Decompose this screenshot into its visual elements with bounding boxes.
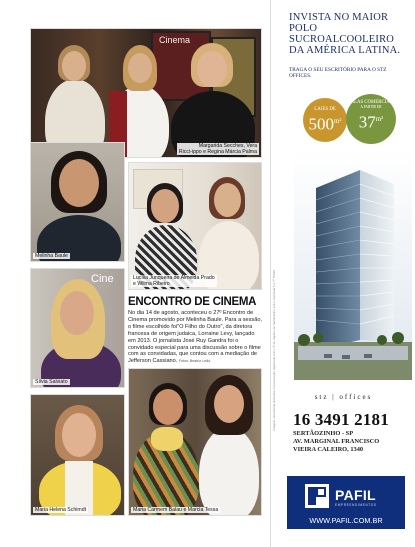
photo-melinha-baule [30, 142, 125, 262]
address-line: AV. MARGINAL FRANCISCO [293, 438, 380, 446]
address-line: VIEIRA CALEIRO, 1340 [293, 446, 364, 454]
article-body [128, 310, 263, 365]
photo-caption: Melinha Baule [35, 253, 68, 259]
ad-legal-text: Imagem meramente ilustrativa. Incorporação registrada sob o nº do registro de Sertãozinho sob a matrícula 6.1.7º 75630 [272, 270, 276, 431]
photo-caption: Maria Carmem Balau e Marcia Tessa [133, 507, 219, 513]
photo-maria-helena [30, 394, 125, 516]
tower-illustration [294, 150, 412, 380]
pafil-tagline: EMPREENDIMENTOS [335, 503, 377, 507]
bubble-salas [346, 94, 396, 144]
ad-subheadline: TRAGA O SEU ESCRITÓRIO PARA O STZ OFFICES. [289, 67, 387, 80]
article-text: No dia 14 de agosto, aconteceu o 27º Encontro de Cinema promovido por Melinha Baule. Para a sessão, o filme escolhido foi"O Filho do Outro", da diretora francesa de origem judaica, Lorraine Levy, lançado em 2013. O jornalista José Ruy Gandra foi o convidado especial para uma discussão sobre o filme com as convidadas, que contou com a mediação de Jefferson Cassiano. [128, 310, 263, 365]
ad-headline: INVISTA NO MAIOR POLO SUCROALCOOLEIRO DA AMÉRICA LATINA. [289, 12, 401, 56]
bubble-salas-sub: A PARTIR DE [360, 105, 382, 110]
building-rendering [294, 150, 412, 380]
stz-offices-logo: stz | offices [314, 393, 373, 401]
advertisement-stz-offices[interactable] [270, 0, 415, 547]
bubble-lajes [303, 98, 347, 142]
person-figure [199, 427, 259, 516]
ad-phone-number[interactable]: 16 3491 2181 [293, 410, 389, 429]
bubble-lajes-value: $500^{m^2}$ [308, 114, 342, 134]
photo-caption: Maria Helena Schimdt [35, 507, 87, 513]
pafil-banner[interactable] [287, 476, 405, 529]
photo-maria-carmem-marcia [128, 368, 262, 516]
photo-caption: Margarida Secches, Vera Ricci-ippo e Regina Márcia Palma [178, 143, 257, 155]
ad-address [293, 430, 379, 455]
photo-sign-text: Cine [91, 273, 114, 285]
bubble-salas-label: SALAS COMERCIAIS [348, 100, 394, 105]
photo-caption: Sílvia Salviato [35, 379, 68, 385]
pafil-name: PAFIL [335, 487, 376, 503]
photo-credit: Fotos: Beatriz Leão. [178, 359, 212, 364]
pafil-logo-icon [305, 484, 329, 508]
photo-silvia-salviato [30, 268, 125, 388]
article-title: ENCONTRO DE CINEMA [128, 296, 257, 308]
bubble-lajes-label: LAJES DE [314, 107, 336, 112]
photo-caption: Lucília Junqueira de Almeida Prado e Wilma Ribeiro [133, 275, 215, 287]
pafil-website-link[interactable]: WWW.PAFIL.COM.BR [309, 516, 383, 525]
photo-sign-text: Cinema [159, 35, 191, 45]
photo-lucilia-wilma [128, 162, 262, 290]
bubble-salas-value: $37^{m^2}$ [358, 113, 384, 133]
address-line: SERTÃOZINHO - SP [293, 430, 354, 437]
photo-group-three-women [30, 28, 262, 158]
